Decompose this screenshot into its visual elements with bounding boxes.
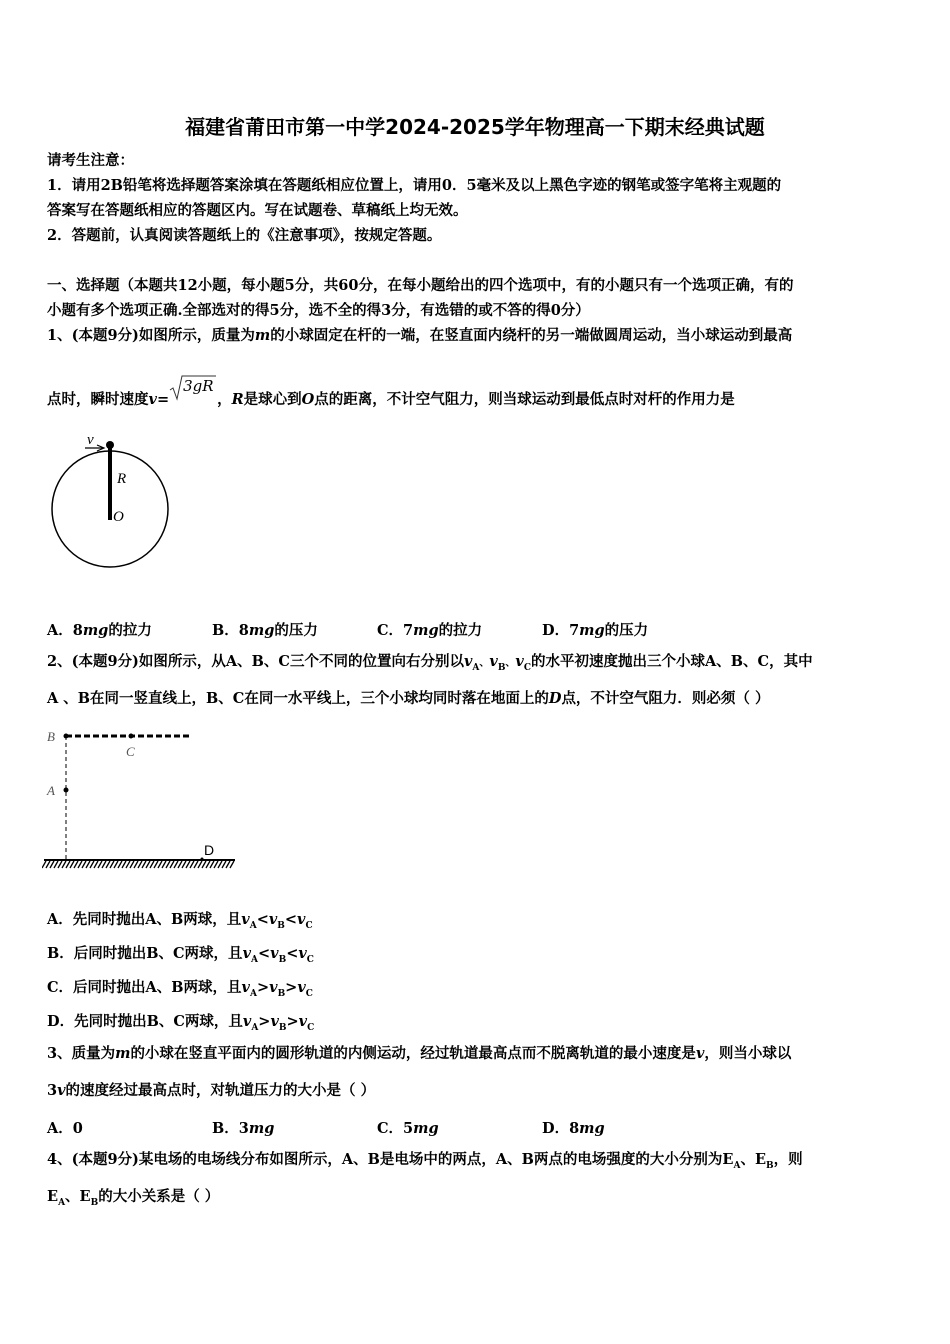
hatch-mark: [82, 861, 86, 868]
q2-option-a[interactable]: [47, 908, 313, 931]
hatch-mark: [230, 861, 234, 868]
hatch-mark: [86, 861, 90, 868]
q3-line-1: [47, 1044, 791, 1064]
hatch-mark: [174, 861, 178, 868]
option-var: mg: [248, 1120, 275, 1137]
q3-var-m: m: [115, 1045, 131, 1062]
ground-hatch: [42, 861, 234, 868]
q1-option-c[interactable]: [377, 619, 482, 640]
v: v: [270, 945, 279, 962]
v: v: [269, 979, 278, 996]
hatch-mark: [54, 861, 58, 868]
q2-line-1: [47, 652, 813, 678]
hatch-mark: [62, 861, 66, 868]
hatch-mark: [166, 861, 170, 868]
v: v: [241, 911, 250, 928]
sub: B: [277, 988, 286, 999]
q3-var-v: v: [695, 1045, 705, 1062]
hatch-mark: [186, 861, 190, 868]
relation: >: [256, 979, 270, 996]
option-text: B．后同时抛出B、C两球，且: [47, 945, 243, 962]
q4-mid: 、E: [740, 1151, 767, 1168]
hatch-mark: [158, 861, 162, 868]
relation: >: [258, 1013, 271, 1030]
option-var: mg: [413, 1120, 439, 1137]
hatch-mark: [154, 861, 158, 868]
q1-var-R: R: [231, 391, 244, 408]
hatch-mark: [142, 861, 146, 868]
hatch-mark: [78, 861, 82, 868]
label-B: B: [47, 729, 55, 744]
q4-line-2: [47, 1187, 219, 1213]
q1-line-1: [47, 326, 792, 346]
relation: <: [257, 945, 271, 962]
v: v: [270, 1013, 279, 1030]
hatch-mark: [66, 861, 70, 868]
relation: >: [285, 979, 298, 996]
hatch-mark: [50, 861, 54, 868]
point-A: [64, 788, 69, 793]
q1-eq: =: [156, 391, 170, 408]
hatch-mark: [222, 861, 226, 868]
hatch-mark: [90, 861, 94, 868]
label-O: O: [113, 509, 124, 525]
hatch-mark: [198, 861, 202, 868]
relation: <: [256, 911, 269, 928]
q4-E: E: [47, 1188, 59, 1205]
q3-option-a[interactable]: [47, 1117, 83, 1138]
hatch-mark: [102, 861, 106, 868]
hatch-mark: [126, 861, 130, 868]
q1-text-a: 如图所示，质量为: [138, 327, 255, 344]
q1-option-b[interactable]: [212, 619, 318, 640]
hatch-mark: [74, 861, 78, 868]
ball: [106, 441, 114, 449]
section-line-1: 一、选择题（本题共12小题，每小题5分，共60分，在每小题给出的四个选项中，有的小题只有一个选项正确，有的: [47, 277, 794, 294]
hatch-mark: [202, 861, 206, 868]
sub: C: [306, 954, 314, 965]
label-v: v: [87, 432, 94, 448]
sub: C: [305, 988, 313, 999]
hatch-mark: [70, 861, 74, 868]
sub: A: [251, 954, 258, 965]
q2-vA: v: [463, 653, 473, 670]
q3-text-d: 的速度经过最高点时，对轨道压力的大小是（ ）: [65, 1082, 376, 1099]
v: v: [242, 1013, 252, 1030]
hatch-mark: [94, 861, 98, 868]
hatch-mark: [150, 861, 154, 868]
q2-text-a: 2、(本题9分)如图所示，从A、B、C三个不同的位置向右分别以: [47, 653, 464, 670]
hatch-mark: [98, 861, 102, 868]
page-title: 福建省莆田市第一中学2024-2025学年物理高一下期末经典试题: [185, 115, 765, 139]
v: v: [268, 911, 278, 928]
option-label: B．8: [212, 622, 249, 639]
q2-line-2: [47, 689, 769, 709]
hatch-mark: [114, 861, 118, 868]
option-label: C．7: [377, 622, 414, 639]
hatch-mark: [162, 861, 166, 868]
q4-line-1: [47, 1150, 803, 1176]
hatch-mark: [110, 861, 114, 868]
hatch-mark: [138, 861, 142, 868]
q2-vA-sub: A: [472, 662, 480, 673]
sub: C: [307, 1022, 315, 1033]
notice-heading: 请考生注意：: [47, 152, 134, 169]
relation: >: [286, 1013, 299, 1030]
hatch-mark: [190, 861, 194, 868]
hatch-mark: [206, 861, 210, 868]
hatch-mark: [178, 861, 182, 868]
q1-text-b: 的小球固定在杆的一端，在竖直面内绕杆的另一端做圆周运动，当小球运动到最高: [270, 327, 793, 344]
hatch-mark: [130, 861, 134, 868]
v: v: [242, 945, 251, 962]
hatch-mark: [214, 861, 218, 868]
q4-mid: 、E: [65, 1188, 91, 1205]
q1-text-c: 点时，瞬时速度: [47, 391, 149, 408]
option-label: A．0: [47, 1120, 83, 1137]
q2-text-b: 的水平初速度抛出三个小球A、B、C，其中: [531, 653, 813, 670]
q2-vB: v: [489, 653, 498, 670]
q4-sub: A: [733, 1160, 741, 1171]
q3-text-b: 的小球在竖直平面内的圆形轨道的内侧运动，经过轨道最高点而不脱离轨道的最小速度是: [130, 1045, 696, 1062]
hatch-mark: [210, 861, 214, 868]
hatch-mark: [170, 861, 174, 868]
section-line-2: 小题有多个选项正确.全部选对的得5分，选不全的得3分，有选错的或不答的得0分）: [47, 302, 590, 319]
label-A: A: [47, 783, 55, 798]
sub: A: [249, 988, 257, 999]
q3-option-c[interactable]: [377, 1117, 439, 1138]
q3-text-c: ，则当小球以: [704, 1045, 792, 1062]
hatch-mark: [106, 861, 110, 868]
q2-var-D: D: [548, 690, 562, 707]
relation: <: [286, 945, 299, 962]
q2-sep: 、: [479, 658, 490, 669]
q1-tag: (本题9分): [71, 327, 139, 344]
option-text: 的拉力: [108, 622, 152, 639]
q2-option-b[interactable]: [47, 942, 314, 965]
v: v: [297, 911, 306, 928]
label-R: R: [117, 471, 127, 487]
q4-text-c: 的大小关系是（ ）: [98, 1188, 220, 1205]
hatch-mark: [58, 861, 62, 868]
point-C: [129, 734, 134, 739]
q2-vC-sub: C: [523, 662, 532, 673]
q2-option-c[interactable]: [47, 976, 313, 999]
q2-text-d: 点，不计空气阻力．则必须（ ）: [561, 690, 770, 707]
notice-line-2: 答案写在答题纸相应的答题区内。写在试题卷、草稿纸上均无效。: [47, 202, 468, 219]
hatch-mark: [146, 861, 150, 868]
q4-text-b: ，则: [773, 1151, 803, 1168]
hatch-mark: [118, 861, 122, 868]
hatch-mark: [194, 861, 198, 868]
option-text: C．后同时抛出A、B两球，且: [47, 979, 242, 996]
v: v: [297, 979, 306, 996]
option-text: A．先同时抛出A、B两球，且: [47, 911, 242, 928]
hatch-mark: [42, 861, 46, 868]
q1-option-a[interactable]: [47, 619, 152, 640]
notice-line-1: 1．请用2B铅笔将选择题答案涂填在答题纸相应位置上，请用0．5毫米及以上黑色字迹的钢笔或签字笔将主观题的: [47, 177, 782, 194]
q1-var-O: O: [301, 391, 315, 408]
point-B: [64, 734, 69, 739]
hatch-mark: [226, 861, 230, 868]
q4-sub: B: [90, 1197, 99, 1208]
q4-sub: B: [766, 1160, 774, 1171]
q1-figure-circle: [45, 428, 180, 583]
option-label: C．5: [377, 1120, 414, 1137]
q3-option-b[interactable]: [212, 1117, 274, 1138]
option-text: 的压力: [274, 622, 318, 639]
v: v: [298, 1013, 308, 1030]
v: v: [298, 945, 307, 962]
hatch-mark: [182, 861, 186, 868]
q1-line-2: [47, 377, 735, 410]
sub: A: [249, 920, 257, 931]
v: v: [241, 979, 250, 996]
q3-option-d[interactable]: [542, 1117, 605, 1138]
sub: B: [278, 1022, 287, 1033]
sub: B: [278, 954, 287, 965]
hatch-mark: [218, 861, 222, 868]
q1-var-m: m: [254, 327, 271, 344]
sub: B: [277, 920, 285, 931]
relation: <: [284, 911, 298, 928]
option-text: 的压力: [604, 622, 649, 639]
option-var: mg: [82, 622, 109, 639]
option-label: B．3: [212, 1120, 249, 1137]
q2-vC: v: [515, 653, 524, 670]
option-label: A．8: [47, 622, 83, 639]
option-var: mg: [413, 622, 439, 639]
q3-num: 3: [47, 1082, 58, 1099]
option-label: D．8: [542, 1120, 580, 1137]
q3-line-2: [47, 1081, 375, 1101]
sqrt-content: 3gR: [183, 377, 214, 395]
option-var: mg: [579, 1120, 605, 1137]
q2-figure-projectile: [42, 725, 242, 875]
q2-text-c: A 、B在同一竖直线上，B、C在同一水平线上，三个小球均同时落在地面上的: [47, 690, 549, 707]
q2-option-d[interactable]: [47, 1010, 314, 1033]
q1-number: 1、: [47, 327, 72, 344]
q1-option-d[interactable]: [542, 619, 648, 640]
q3-text-a: 3、质量为: [47, 1045, 116, 1062]
q4-sub: A: [58, 1197, 66, 1208]
q1-comma: ，: [217, 391, 232, 408]
notice-line-3: 2．答题前，认真阅读答题纸上的《注意事项》，按规定答题。: [47, 227, 442, 244]
q1-text-e: 点的距离，不计空气阻力，则当球运动到最低点时对杆的作用力是: [314, 391, 735, 408]
sub: A: [251, 1022, 259, 1033]
sqrt-expression: [169, 377, 217, 406]
option-label: D．7: [542, 622, 580, 639]
option-var: mg: [248, 622, 275, 639]
q2-vB-sub: B: [497, 662, 506, 673]
label-D: D: [204, 842, 215, 858]
option-text: 的拉力: [438, 622, 483, 639]
q1-var-v: v: [148, 391, 157, 408]
sub: C: [305, 920, 313, 931]
label-C: C: [126, 744, 135, 759]
q1-text-d: 是球心到: [243, 391, 302, 408]
hatch-mark: [134, 861, 138, 868]
hatch-mark: [122, 861, 126, 868]
q3-var-v2: v: [57, 1082, 66, 1099]
option-text: D．先同时抛出B、C两球，且: [47, 1013, 243, 1030]
q2-sep: 、: [505, 658, 516, 669]
q4-text-a: 4、(本题9分)某电场的电场线分布如图所示，A、B是电场中的两点，A、B两点的电场强度的大小分别为E: [47, 1151, 734, 1168]
option-var: mg: [579, 622, 605, 639]
hatch-mark: [46, 861, 50, 868]
